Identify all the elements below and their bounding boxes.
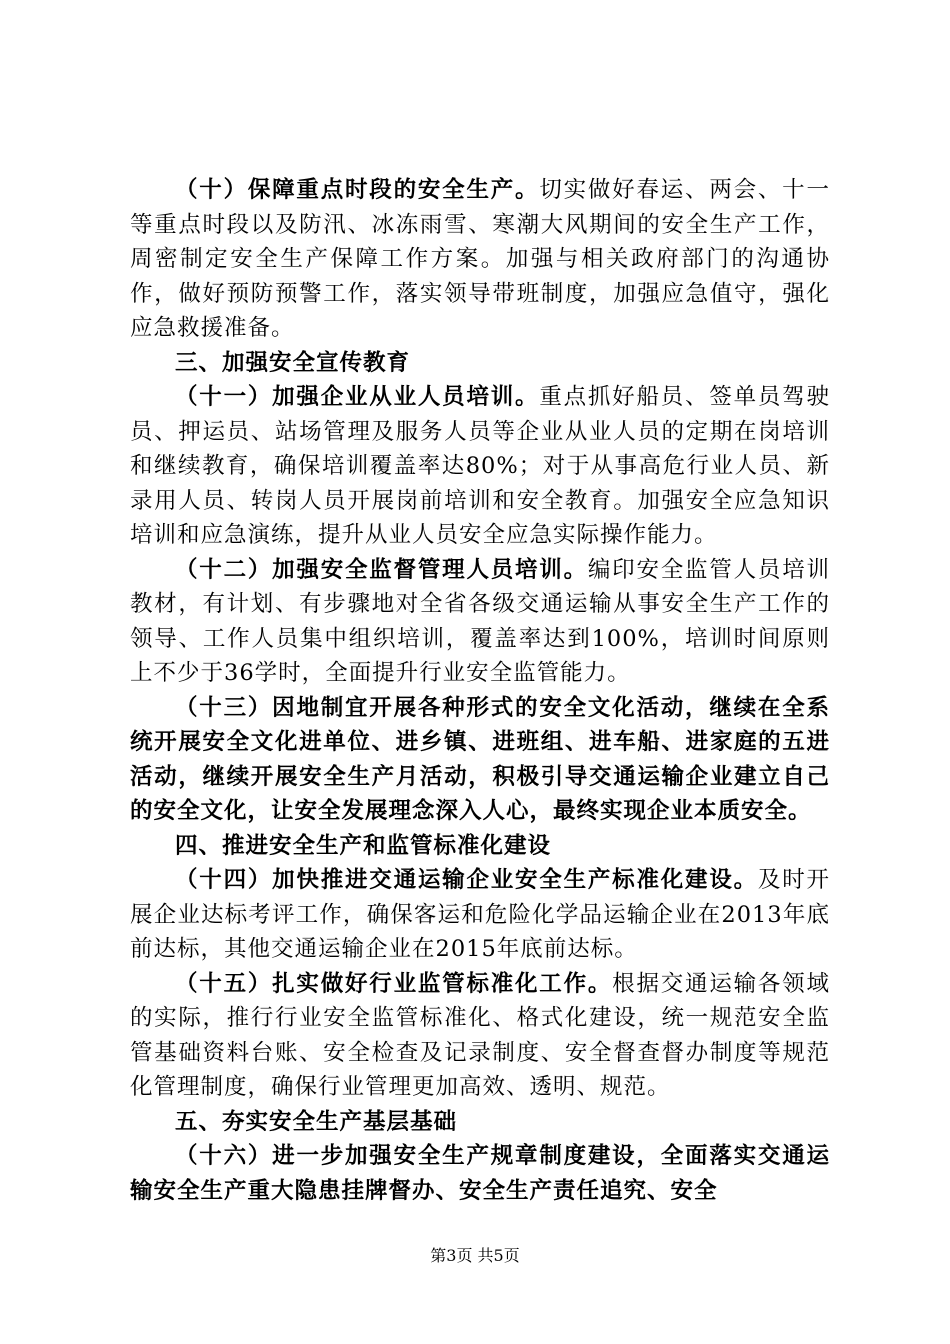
paragraph-12 (130, 553, 830, 691)
paragraph-14 (130, 863, 830, 967)
paragraph-13: （十三）因地制宜开展各种形式的安全文化活动，继续在全系统开展安全文化进单位、进乡镇、进班组、进车船、进家庭的五进活动，继续开展安全生产月活动，积极引导交通运输企业建立自己的安全文化，让安全发展理念深入人心，最终实现企业本质安全。 (130, 694, 830, 824)
document-body (130, 173, 830, 1208)
paragraph-15-lead: （十五）扎实做好行业监管标准化工作。 (175, 970, 613, 997)
paragraph-12-text: 编印安全监管人员培训教材，有计划、有步骤地对全省各级交通运输从事安全生产工作的领导、工作人员集中组织培训，覆盖率达到100%，培训时间原则上不少于36学时，全面提升行业安全监管能力。 (130, 556, 830, 686)
paragraph-10-lead: （十）保障重点时段的安全生产。 (175, 177, 540, 203)
section-heading-5: 五、夯实安全生产基层基础 (175, 1108, 458, 1135)
paragraph-10-text: 切实做好春运、两会、十一等重点时段以及防汛、冰冻雨雪、寒潮大风期间的安全生产工作，周密制定安全生产保障工作方案。加强与相关政府部门的沟通协作，做好预防预警工作，落实领导带班制度，加强应急值守，强化应急救援准备。 (130, 177, 830, 341)
paragraph-14-lead: （十四）加快推进交通运输企业安全生产标准化建设。 (175, 867, 758, 893)
paragraph-11-lead: （十一）加强企业从业人员培训。 (175, 384, 540, 410)
page-number-footer: 第3页 共5页 (430, 1246, 520, 1265)
paragraph-10 (130, 173, 830, 346)
paragraph-11-text: 重点抓好船员、签单员驾驶员、押运员、站场管理及服务人员等企业从业人员的定期在岗培训和继续教育，确保培训覆盖率达80%；对于从事高危行业人员、新录用人员、转岗人员开展岗前培训和安全教育。加强安全应急知识培训和应急演练，提升从业人员安全应急实际操作能力。 (130, 384, 830, 548)
paragraph-11 (130, 380, 830, 553)
section-heading-3: 三、加强安全宣传教育 (175, 349, 411, 376)
paragraph-14-text: 及时开展企业达标考评工作，确保客运和危险化学品运输企业在2013年底前达标，其他交通运输企业在2015年底前达标。 (130, 867, 830, 962)
section-heading-4: 四、推进安全生产和监管标准化建设 (175, 832, 552, 859)
paragraph-15 (130, 967, 830, 1105)
paragraph-15-text: 根据交通运输各领域的实际，推行行业安全监管标准化、格式化建设，统一规范安全监管基础资料台账、安全检查及记录制度、安全督查督办制度等规范化管理制度，确保行业管理更加高效、透明、规范。 (130, 970, 830, 1100)
paragraph-12-lead: （十二）加强安全监督管理人员培训。 (175, 556, 588, 583)
paragraph-16: （十六）进一步加强安全生产规章制度建设，全面落实交通运输安全生产重大隐患挂牌督办、安全生产责任追究、安全 (130, 1143, 830, 1204)
